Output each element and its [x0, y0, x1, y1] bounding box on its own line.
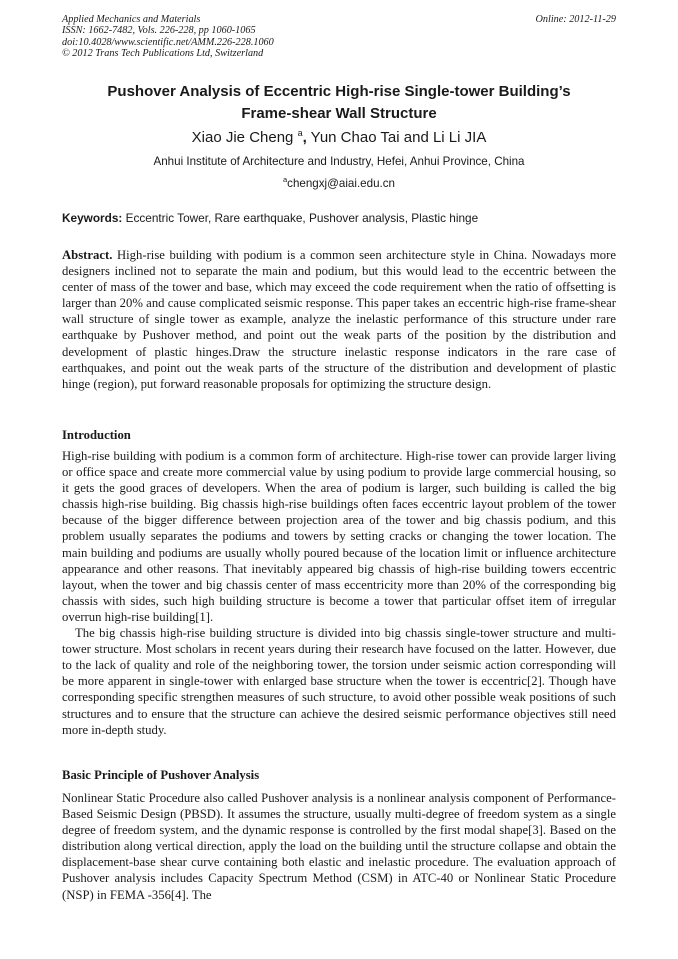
issn-line: ISSN: 1662-7482, Vols. 226-228, pp 1060-1065 — [62, 25, 256, 37]
author-email — [62, 175, 616, 190]
author-1-affil-mark: a — [297, 128, 303, 138]
introduction-paragraph-1: High-rise building with podium is a common form of architecture. High-rise tower can provide larger living or office space and create more commercial value by using podium to provide large commercial housing, so it gets the good graces of developers. When the area of podium is larger, such building is called the big chassis high-rise building. Big chassis high-rise buildings often faces eccentric layout problem of the tower because of the bigger difference between projection area of the tower and big chassis podium, and this problem usually separates the podiums and towers by setting cracks or changing the tower location. The main building and podiums are usually wholly poured because of the location limit or influence architecture appearance and other reasons. That inevitably appeared big chassis of high-rise building towers eccentric layout, when the tower and big chassis center of mass eccentricity more than 20% of the corresponding big chassis with sides, such high building structure is become a tower that particular offset item of irregular overrun high-rise building[1]. — [62, 449, 616, 624]
abstract-label: Abstract. — [62, 248, 113, 262]
introduction-heading: Introduction — [62, 428, 131, 442]
online-date: Online: 2012-11-29 — [535, 14, 616, 25]
title-line-2: Frame-shear Wall Structure — [241, 105, 437, 122]
email-affil-mark: a — [283, 175, 288, 184]
basic-principle-paragraph: Nonlinear Static Procedure also called Pushover analysis is a nonlinear analysis component of Performance-Based Seismic Design (PBSD). It assumes the structure, usually multi-degree of freedom system as a single degree of freedom system, and the dynamic response is controlled by the first modal shape[3]. Based on the distribution along vertical direction, apply the load on the building until the structure collapse and obtain the displacement-base shear curve containing both elastic and inelastic procedure. The evaluation approach of Pushover analysis includes Capacity Spectrum Method (CSM) in ATC-40 or Nonlinear Static Procedure (NSP) in FEMA -356[4]. The — [62, 791, 616, 902]
title-line-1: Pushover Analysis of Eccentric High-rise Single-tower Building’s — [107, 83, 571, 100]
abstract — [62, 247, 616, 392]
doi-line: doi:10.4028/www.scientific.net/AMM.226-228.1060 — [62, 36, 274, 48]
abstract-text: High-rise building with podium is a common seen architecture style in China. Nowadays more designers inclined not to separate the main and podium, but this would lead to the eccentric between the center of mass of the tower and base, which may exceed the code requirement when the ratio of offsetting is larger than 20% and cause complicated seismic response. This paper takes an eccentric high-rise frame-shear wall structure of single tower as example, analyze the inelastic performance of this structure under rare earthquake by Pushover method, and point out the weak parts of the position by the distribution and development of plastic hinges.Draw the structure inelastic response indicators in the rare case of earthquakes, and point out the weak parts of the structure of the distribution and development of plastic hinge (region), put forward reasonable proposals for optimizing the structure design. — [62, 248, 616, 391]
introduction-paragraph-2: The big chassis high-rise building structure is divided into big chassis single-tower structure and multi-tower structure. Most scholars in recent years during their research have focused on the latter. However, due to the lack of quality and role of the neighboring tower, the torsion under seismic action corresponding will be more apparent in single-tower with enlarged base structure when the tower is eccentric[2]. Though have corresponding specific strengthen measures of such structure, to avoid other possible weak positions of such structures and to ensure that the structure can achieve the desired seismic performance objectives still need more in-depth study. — [62, 626, 616, 737]
keywords — [62, 211, 616, 225]
paper-title — [62, 81, 616, 125]
keywords-text: Eccentric Tower, Rare earthquake, Pushover analysis, Plastic hinge — [122, 211, 479, 225]
basic-principle-heading: Basic Principle of Pushover Analysis — [62, 768, 260, 782]
affiliation: Anhui Institute of Architecture and Industry, Hefei, Anhui Province, China — [153, 155, 525, 168]
email-address: chengxj@aiai.edu.cn — [287, 176, 395, 190]
keywords-label: Keywords: — [62, 211, 123, 225]
copyright-line: © 2012 Trans Tech Publications Ltd, Switzerland — [62, 47, 264, 59]
journal-header — [62, 14, 616, 59]
introduction-section — [62, 448, 616, 738]
author-separator: , — [302, 129, 307, 146]
author-1: Xiao Jie Cheng — [191, 129, 294, 146]
other-authors: Yun Chao Tai and Li Li JIA — [306, 129, 487, 146]
author-list — [62, 128, 616, 146]
journal-name: Applied Mechanics and Materials — [62, 14, 201, 25]
